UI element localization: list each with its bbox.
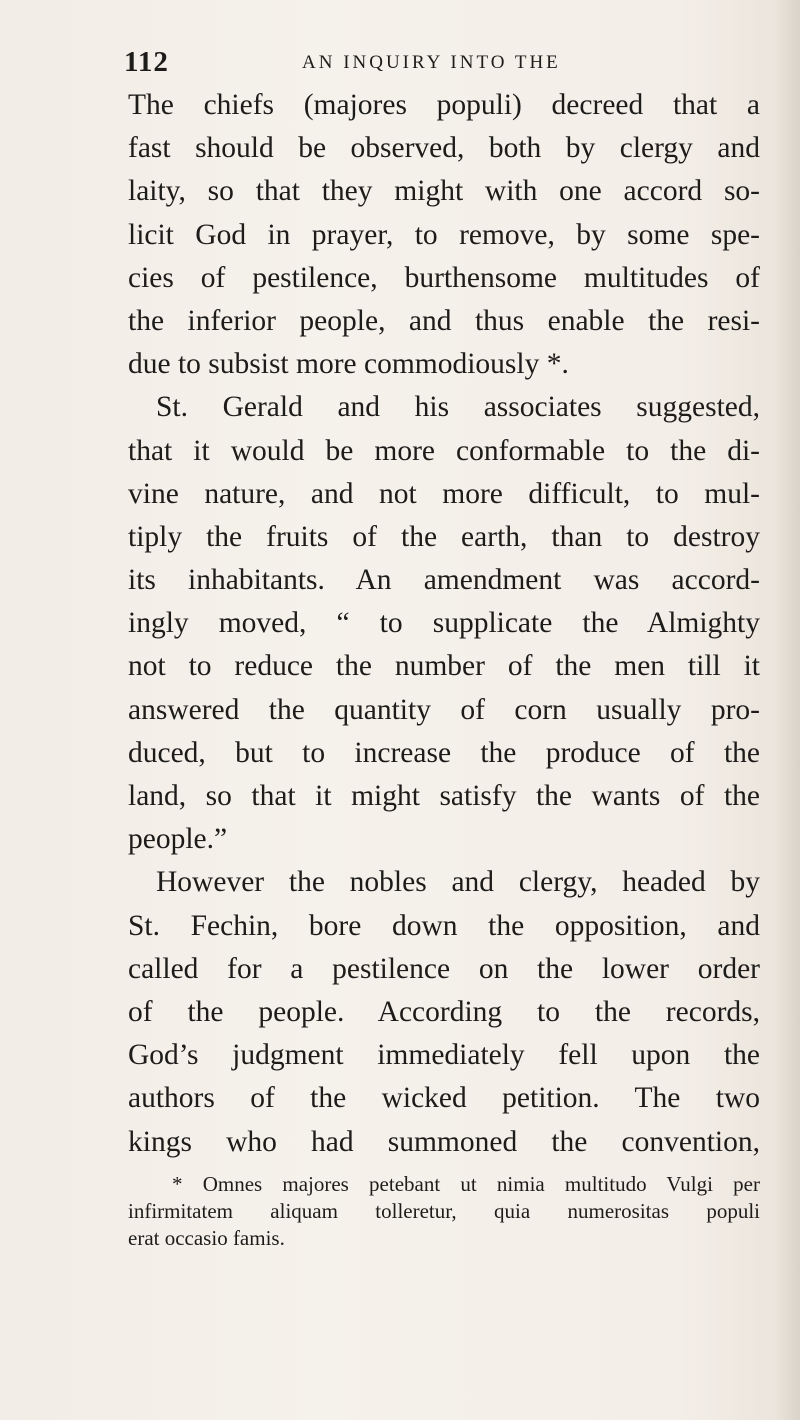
body-line: ingly moved, “ to supplicate the Almighty	[128, 607, 760, 640]
body-line: laity, so that they might with one accord so-	[128, 175, 760, 208]
body-line: called for a pestilence on the lower order	[128, 952, 760, 985]
running-head	[124, 46, 764, 82]
body-line: St. Fechin, bore down the opposition, and	[128, 909, 760, 942]
footnote-line: infirmitatem aliquam tolleretur, quia numerositas populi	[128, 1199, 760, 1223]
page-edge-shadow	[774, 0, 800, 1420]
body-line: its inhabitants. An amendment was accord-	[128, 564, 760, 597]
body-line: that it would be more conformable to the di-	[128, 434, 760, 467]
body-line: of the people. According to the records,	[128, 995, 760, 1028]
page-number: 112	[124, 46, 169, 78]
body-line: not to reduce the number of the men till it	[128, 650, 760, 683]
body-text	[128, 84, 760, 1164]
body-line: tiply the fruits of the earth, than to destroy	[128, 520, 760, 553]
body-line: God’s judgment immediately fell upon the	[128, 1039, 760, 1072]
body-line: land, so that it might satisfy the wants of the	[128, 780, 760, 812]
footnote-line: * Omnes majores petebant ut nimia multitudo Vulgi per	[172, 1172, 760, 1196]
body-line: authors of the wicked petition. The two	[128, 1082, 760, 1115]
body-line: However the nobles and clergy, headed by	[156, 866, 760, 899]
body-line: due to subsist more commodiously *.	[128, 348, 569, 381]
body-line: duced, but to increase the produce of the	[128, 736, 760, 769]
body-line: people.”	[128, 823, 228, 856]
body-line: fast should be observed, both by clergy and	[128, 132, 760, 165]
body-line: answered the quantity of corn usually pro-	[128, 693, 760, 726]
body-line: The chiefs (majores populi) decreed that a	[128, 89, 760, 121]
running-title: AN INQUIRY INTO THE	[302, 52, 561, 73]
footnote	[128, 1171, 760, 1252]
body-line: St. Gerald and his associates suggested,	[156, 391, 760, 424]
body-line: kings who had summoned the convention,	[128, 1125, 760, 1158]
body-line: vine nature, and not more difficult, to mul-	[128, 477, 760, 510]
footnote-line: erat occasio famis.	[128, 1226, 285, 1250]
body-line: licit God in prayer, to remove, by some spe-	[128, 218, 760, 251]
body-line: the inferior people, and thus enable the resi-	[128, 304, 760, 337]
body-line: cies of pestilence, burthensome multitudes of	[128, 261, 760, 294]
